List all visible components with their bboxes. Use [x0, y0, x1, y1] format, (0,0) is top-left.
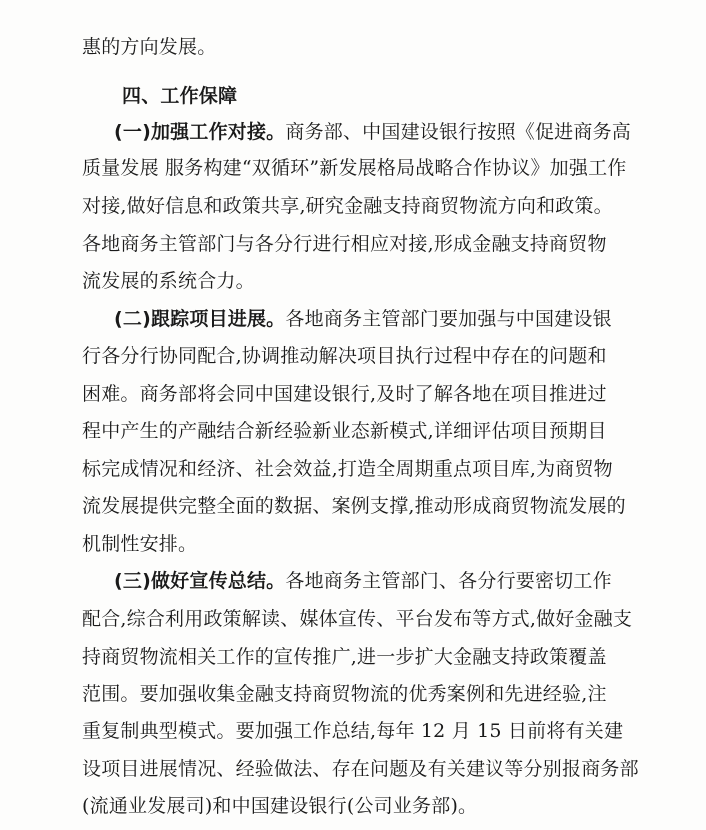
paragraph-lead: (三)做好宣传总结。 [114, 570, 286, 592]
text-line [82, 264, 255, 298]
line-text: 持商贸物流相关工作的宣传推广,进一步扩大金融支持政策覆盖 [82, 646, 607, 668]
line-text: 范围。要加强收集金融支持商贸物流的优秀案例和先进经验,注 [82, 683, 607, 705]
text-line [82, 227, 607, 261]
section-heading [122, 79, 237, 113]
text-line [82, 640, 607, 674]
text-line [82, 714, 623, 748]
paragraph-lead: (一)加强工作对接。 [114, 121, 286, 143]
text-line [82, 789, 477, 823]
text-line [82, 452, 613, 486]
paragraph-first-line [114, 302, 612, 336]
text-line [82, 414, 607, 448]
line-text: 困难。商务部将会同中国建设银行,及时了解各地在项目推进过 [82, 383, 607, 405]
line-text: 质量发展 服务构建“双循环”新发展格局战略合作协议》加强工作 [82, 157, 627, 179]
text-line [82, 602, 632, 636]
paragraph-lead: (二)跟踪项目进展。 [114, 308, 286, 330]
line-text: 对接,做好信息和政策共享,研究金融支持商贸物流方向和政策。 [82, 195, 613, 217]
text-line [82, 489, 626, 523]
text-line [82, 339, 607, 373]
text-line [82, 189, 613, 223]
line-text: 各地商务主管部门、各分行要密切工作 [285, 570, 612, 592]
line-text: 惠的方向发展。 [82, 36, 217, 58]
line-text: 标完成情况和经济、社会效益,打造全周期重点项目库,为商贸物 [82, 458, 613, 480]
text-line [82, 151, 626, 185]
line-text: 重复制典型模式。要加强工作总结,每年 12 月 15 日前将有关建 [82, 720, 624, 742]
line-text: 程中产生的产融结合新经验新业态新模式,详细评估项目预期目 [82, 420, 607, 442]
line-text: 行各分行协同配合,协调推动解决项目执行过程中存在的问题和 [82, 345, 607, 367]
text-line [82, 377, 607, 411]
text-line [82, 752, 639, 786]
line-text: 机制性安排。 [82, 533, 198, 555]
text-line [82, 30, 216, 64]
heading-text: 四、工作保障 [122, 85, 238, 107]
line-text: 各地商务主管部门要加强与中国建设银 [285, 308, 612, 330]
line-text: 流发展的系统合力。 [82, 270, 255, 292]
line-text: 配合,综合利用政策解读、媒体宣传、平台发布等方式,做好金融支 [82, 608, 633, 630]
paragraph-first-line [114, 115, 631, 149]
text-line [82, 677, 607, 711]
line-text: 各地商务主管部门与各分行进行相应对接,形成金融支持商贸物 [82, 233, 607, 255]
line-text: (流通业发展司)和中国建设银行(公司业务部)。 [82, 795, 478, 817]
line-text: 流发展提供完整全面的数据、案例支撑,推动形成商贸物流发展的 [82, 495, 626, 517]
line-text: 商务部、中国建设银行按照《促进商务高 [285, 121, 631, 143]
text-line [82, 527, 197, 561]
line-text: 设项目进展情况、经验做法、存在问题及有关建议等分别报商务部 [82, 758, 639, 780]
paragraph-first-line [114, 564, 612, 598]
